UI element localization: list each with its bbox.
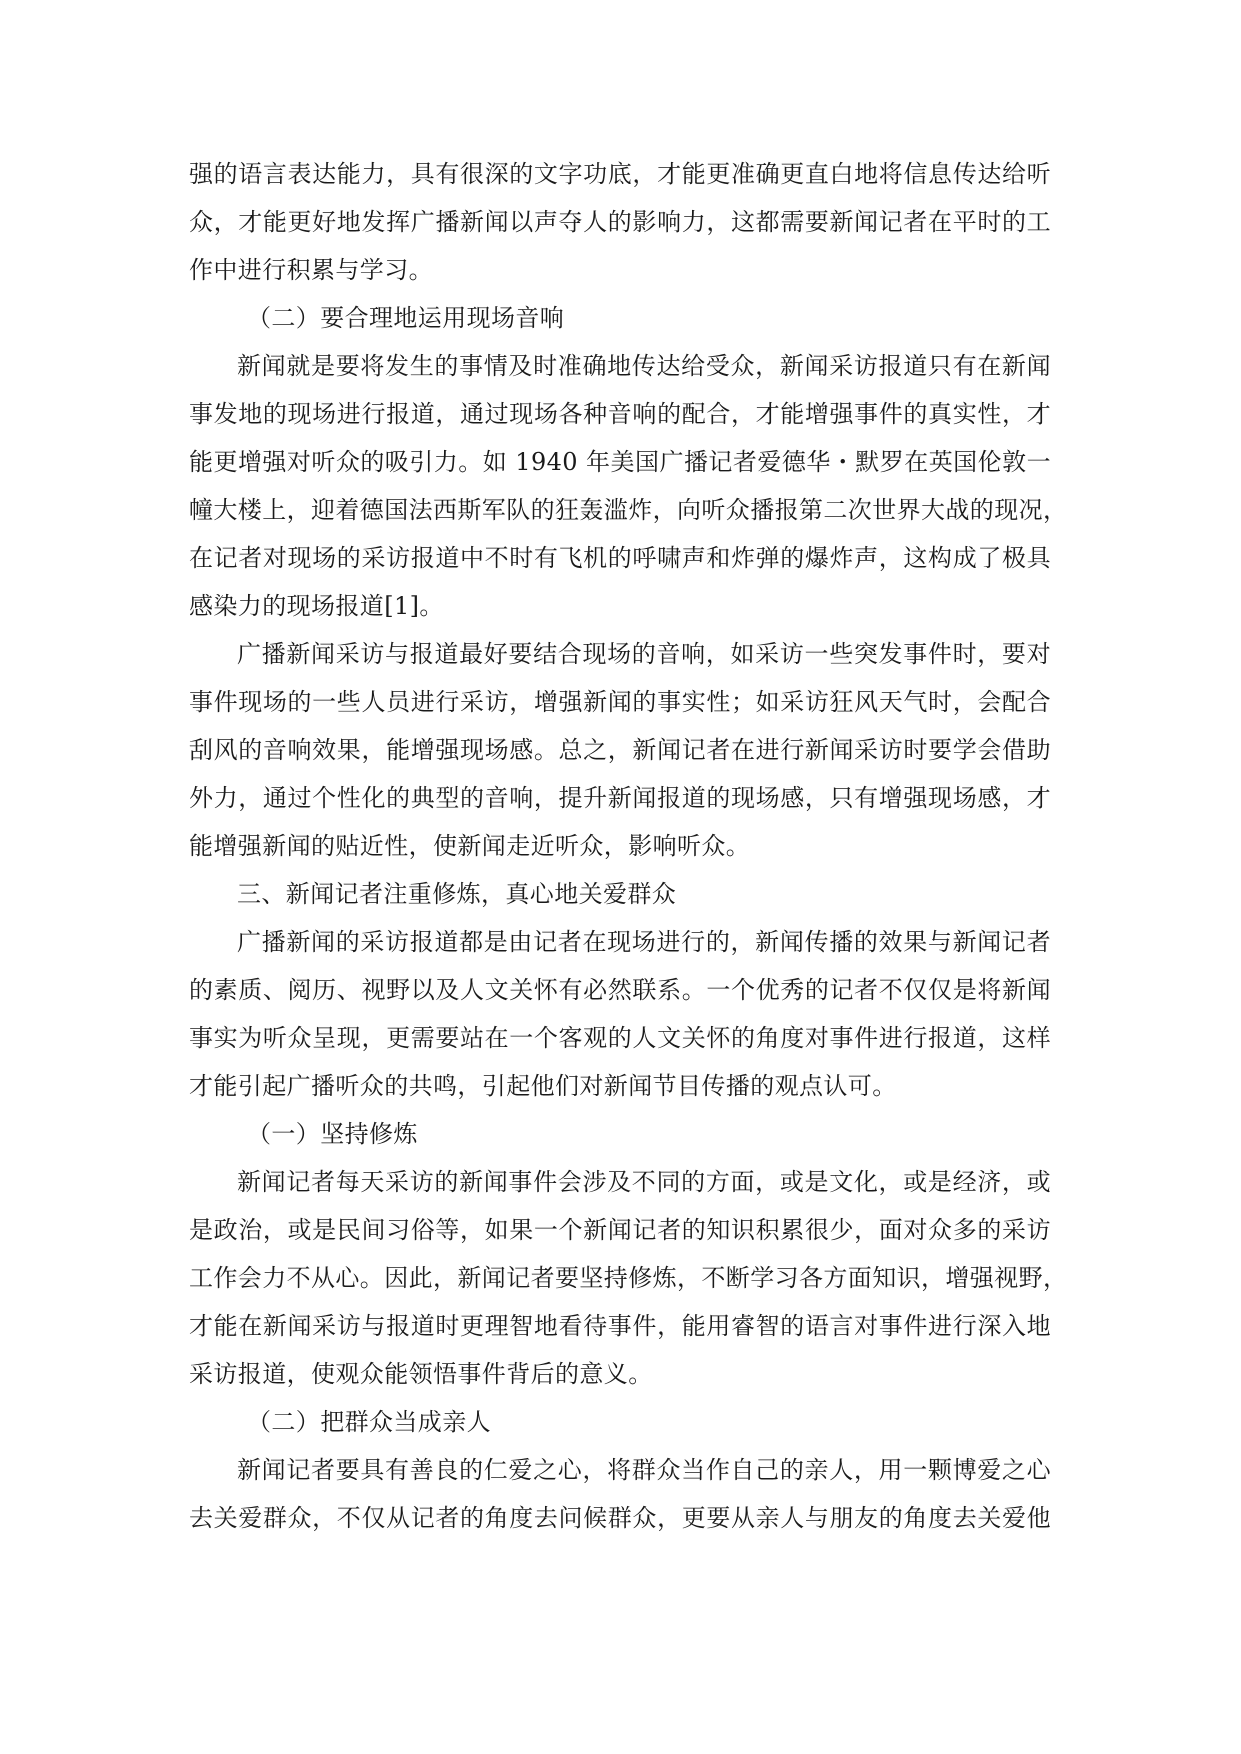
text-line: 新闻就是要将发生的事情及时准确地传达给受众，新闻采访报道只有在新闻 bbox=[237, 352, 1051, 380]
text-line: 在记者对现场的采访报道中不时有飞机的呼啸声和炸弹的爆炸声，这构成了极具 bbox=[189, 544, 1051, 572]
text-line: 事实为听众呈现，更需要站在一个客观的人文关怀的角度对事件进行报道，这样 bbox=[189, 1024, 1051, 1052]
section-heading: （二）要合理地运用现场音响 bbox=[247, 304, 565, 332]
section-heading: （二）把群众当成亲人 bbox=[247, 1408, 491, 1436]
text-line: 事发地的现场进行报道，通过现场各种音响的配合，才能增强事件的真实性，才 bbox=[189, 400, 1051, 428]
text-line: 才能在新闻采访与报道时更理智地看待事件，能用睿智的语言对事件进行深入地 bbox=[189, 1312, 1051, 1340]
text-line: 广播新闻采访与报道最好要结合现场的音响，如采访一些突发事件时，要对 bbox=[237, 640, 1051, 668]
text-line: 外力，通过个性化的典型的音响，提升新闻报道的现场感，只有增强现场感，才 bbox=[189, 784, 1051, 812]
document-body bbox=[189, 150, 1068, 1542]
text-line: 是政治，或是民间习俗等，如果一个新闻记者的知识积累很少，面对众多的采访 bbox=[189, 1216, 1051, 1244]
text-line: 新闻记者每天采访的新闻事件会涉及不同的方面，或是文化，或是经济，或 bbox=[237, 1168, 1051, 1196]
section-heading: （一）坚持修炼 bbox=[247, 1120, 418, 1148]
text-line: 众，才能更好地发挥广播新闻以声夺人的影响力，这都需要新闻记者在平时的工 bbox=[189, 208, 1051, 236]
text-line: 能增强新闻的贴近性，使新闻走近听众，影响听众。 bbox=[189, 832, 751, 860]
text-line: 去关爱群众，不仅从记者的角度去问候群众，更要从亲人与朋友的角度去关爱他 bbox=[189, 1504, 1051, 1532]
text-line: 新闻记者要具有善良的仁爱之心，将群众当作自己的亲人，用一颗博爱之心 bbox=[237, 1456, 1051, 1484]
text-line: 强的语言表达能力，具有很深的文字功底，才能更准确更直白地将信息传达给听 bbox=[189, 160, 1051, 188]
section-heading: 三、新闻记者注重修炼，真心地关爱群众 bbox=[237, 880, 677, 908]
text-line: 作中进行积累与学习。 bbox=[189, 256, 433, 284]
text-line: 采访报道，使观众能领悟事件背后的意义。 bbox=[189, 1360, 653, 1388]
text-line: 的素质、阅历、视野以及人文关怀有必然联系。一个优秀的记者不仅仅是将新闻 bbox=[189, 976, 1051, 1004]
text-line: 刮风的音响效果，能增强现场感。总之，新闻记者在进行新闻采访时要学会借助 bbox=[189, 736, 1051, 764]
text-line: 工作会力不从心。因此，新闻记者要坚持修炼，不断学习各方面知识，增强视野， bbox=[189, 1264, 1068, 1292]
text-line: 才能引起广播听众的共鸣，引起他们对新闻节目传播的观点认可。 bbox=[189, 1072, 897, 1100]
text-line: 广播新闻的采访报道都是由记者在现场进行的，新闻传播的效果与新闻记者 bbox=[237, 928, 1051, 956]
text-line: 感染力的现场报道[1]。 bbox=[189, 592, 444, 620]
text-line: 能更增强对听众的吸引力。如 1940 年美国广播记者爱德华・默罗在英国伦敦一 bbox=[189, 448, 1051, 476]
text-line: 幢大楼上，迎着德国法西斯军队的狂轰滥炸，向听众播报第二次世界大战的现况， bbox=[189, 496, 1068, 524]
text-line: 事件现场的一些人员进行采访，增强新闻的事实性；如采访狂风天气时，会配合 bbox=[189, 688, 1051, 716]
